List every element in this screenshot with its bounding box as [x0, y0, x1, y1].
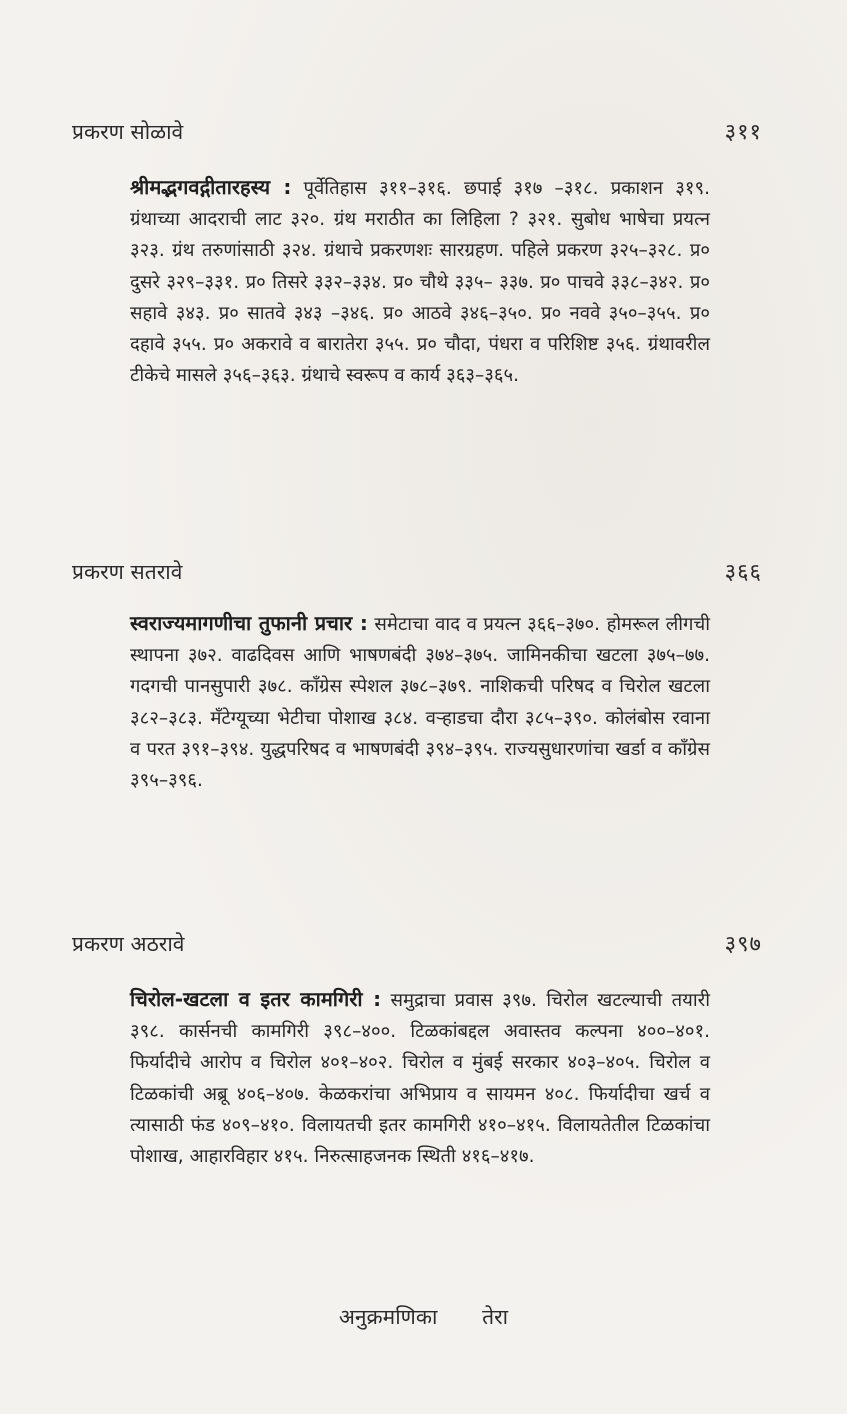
chapter-heading	[72, 928, 762, 958]
chapter-summary	[130, 608, 710, 796]
chapter-page-number: ३९७	[724, 932, 762, 957]
chapter-page-number: ३११	[724, 120, 762, 145]
chapter-contents: समेटाचा वाद व प्रयत्न ३६६–३७०. होमरूल लीगची स्थापना ३७२. वाढदिवस आणि भाषणबंदी ३७४–३७५. जामिनकीचा खटला ३७५–७७. गदगची पानसुपारी ३७८. काँग्रेस स्पेशल ३७८–३७९. नाशिकची परिषद व चिरोल खटला ३८२–३८३. मँटेग्यूच्या भेटीचा पोशाख ३८४. वऱ्हाडचा दौरा ३८५–३९०. कोलंबोस रवाना व परत ३९१–३९४. युद्धपरिषद व भाषणबंदी ३९४–३९५. राज्यसुधारणांचा खर्डा व काँग्रेस ३९५–३९६.	[130, 614, 710, 792]
chapter-title: प्रकरण अठरावे	[72, 932, 185, 956]
chapter-page-number: ३६६	[724, 560, 762, 585]
chapter-topic: स्वराज्यमागणीचा तुफानी प्रचार :	[130, 611, 368, 635]
chapter-heading	[72, 556, 762, 586]
chapter-title: प्रकरण सोळावे	[72, 120, 184, 144]
chapter-contents: पूर्वेतिहास ३११–३१६. छपाई ३१७ –३१८. प्रकाशन ३१९. ग्रंथाच्या आदराची लाट ३२०. ग्रंथ मराठीत का लिहिला ? ३२१. सुबोध भाषेचा प्रयत्न ३२३. ग्रंथ तरुणांसाठी ३२४. ग्रंथाचे प्रकरणशः सारग्रहण. पहिले प्रकरण ३२५–३२८. प्र० दुसरे ३२९–३३१. प्र० तिसरे ३३२–३३४. प्र० चौथे ३३५– ३३७. प्र० पाचवे ३३८–३४२. प्र० सहावे ३४३. प्र० सातवे ३४३ –३४६. प्र० आठवे ३४६–३५०. प्र० नववे ३५०–३५५. प्र० दहावे ३५५. प्र० अकरावे व बारातेरा ३५५. प्र० चौदा, पंधरा व परिशिष्ट ३५६. ग्रंथावरील टीकेचे मासले ३५६–३६३. ग्रंथाचे स्वरूप व कार्य ३६३–३६५.	[130, 178, 710, 387]
footer-label: अनुक्रमणिका	[338, 1305, 438, 1329]
footer-page-number: तेरा	[482, 1305, 509, 1329]
page-footer	[0, 1303, 847, 1331]
chapter-title: प्रकरण सतरावे	[72, 560, 183, 584]
chapter-topic: श्रीमद्भगवद्गीतारहस्य :	[130, 175, 292, 199]
chapter-summary	[130, 172, 710, 391]
chapter-heading	[72, 116, 762, 146]
chapter-summary	[130, 984, 710, 1172]
chapter-topic: चिरोल-खटला व इतर कामगिरी :	[130, 987, 382, 1011]
chapter-contents: समुद्राचा प्रवास ३९७. चिरोल खटल्याची तयारी ३९८. कार्सनची कामगिरी ३९८–४००. टिळकांबद्दल अवास्तव कल्पना ४००–४०१. फिर्यादीचे आरोप व चिरोल ४०१–४०२. चिरोल व मुंबई सरकार ४०३–४०५. चिरोल व टिळकांची अब्रू ४०६–४०७. केळकरांचा अभिप्राय व सायमन ४०८. फिर्यादीचा खर्च व त्यासाठी फंड ४०९–४१०. विलायतची इतर कामगिरी ४१०–४१५. विलायतेतील टिळकांचा पोशाख, आहारविहार ४१५. निरुत्साहजनक स्थिती ४१६–४१७.	[130, 990, 710, 1168]
